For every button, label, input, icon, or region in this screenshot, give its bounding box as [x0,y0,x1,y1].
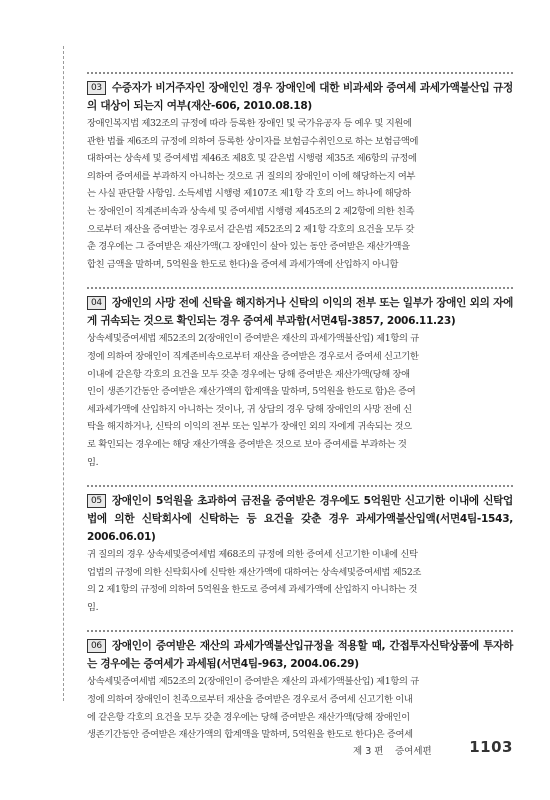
body-text-line: 의 2 제1항의 규정에 의하여 5억원을 한도로 증여세 과세가액에 산입하지 아니하는 것 [87,584,418,596]
section-body [87,673,513,743]
section-heading-text: 수증자가 비거주자인 장애인인 경우 장애인에 대한 비과세와 증여세 과세가액불산입 규정의 대상이 되는지 여부(재산-606, 2010.08.18) [87,82,513,112]
body-text-line: 는 장애인이 직계존비속과 상속세 및 증여세법 시행령 제45조의 2 제2항에 의한 친족 [87,205,415,217]
ruling-section [87,485,513,616]
body-text-line: 임. [87,456,99,468]
footer-part-label: 제 3 편 [353,746,384,757]
page-number: 1103 [469,738,513,756]
body-text-line: 대하여는 상속세 및 증여세법 제46조 제8호 및 같은법 시행령 제35조 제6항의 규정에 [87,153,417,165]
body-text-line: 합친 금액을 말하며, 5억원을 한도로 한다)을 증여세 과세가액에 산입하지 아니함 [87,258,399,270]
body-text-line: 상속세및증여세법 제52조의 2(장애인이 증여받은 재산의 과세가액불산입) 제1항의 규 [87,333,419,345]
body-text-line: 정에 의하여 장애인이 직계존비속으로부터 재산을 증여받은 경우로서 증여세 신고기한 [87,350,419,362]
footer-section-title: 증여세편 [395,746,432,757]
body-text-line: 관한 법률 제6조의 규정에 의하여 등록한 상이자를 보험금수취인으로 하는 보험금액에 [87,135,419,147]
section-heading [87,630,513,673]
body-text-line: 로 확인되는 경우에는 해당 재산가액을 증여받은 것으로 보아 증여세를 부과하는 것 [87,438,407,450]
body-text-line: 업법의 규정에 의한 신탁회사에 신탁한 재산가액에 대하여는 상속세및증여세법 제52조 [87,566,422,578]
section-heading-text: 장애인이 5억원을 초과하여 금전을 증여받은 경우에도 5억원만 신고기한 이내에 신탁업법에 의한 신탁회사에 신탁하는 등 요건을 갖춘 경우 과세가액불산입액(서면4팀-1543, 2006.06.01) [87,495,513,544]
body-text-line: 세과세가액에 산입하지 아니하는 것이나, 귀 상담의 경우 당해 장애인의 사망 전에 신 [87,403,412,415]
section-number-badge: 05 [87,494,106,508]
section-heading [87,485,513,546]
ruling-section [87,72,513,273]
body-text-line: 이내에 같은항 각호의 요건을 모두 갖춘 경우에는 당해 증여받은 재산가액(당해 장애 [87,368,410,380]
body-text-line: 으로부터 재산을 증여받는 경우로서 같은법 제52조의 2 제1항 각호의 요건을 모두 갖 [87,223,415,235]
section-body [87,115,513,273]
body-text-line: 의하여 증여세를 부과하지 아니하는 것으로 귀 질의의 장애인이 이에 해당하는지 여부 [87,170,416,182]
document-body [87,72,513,758]
body-text-line: 인이 생존기간동안 증여받은 재산가액의 합계액을 말하며, 5억원을 한도로 함)은 증여 [87,386,416,398]
body-text-line: 에 같은항 각호의 요건을 모두 갖춘 경우에는 당해 증여받은 재산가액(당해 장애인이 [87,711,410,723]
body-text-line: 는 사실 판단할 사항임. 소득세법 시행령 제107조 제1항 각 호의 어느 하나에 해당하 [87,188,411,200]
body-text-line: 생존기간동안 증여받은 재산가액의 합계액을 말하며, 5억원을 한도로 한다)은 증여세 [87,729,413,741]
body-text-line: 귀 질의의 경우 상속세및증여세법 제68조의 규정에 의한 증여세 신고기한 이내에 신탁 [87,549,418,561]
section-number-badge: 03 [87,81,106,95]
body-text-line: 장애인복지법 제32조의 규정에 따라 등록한 장애인 및 국가유공자 등 예우 및 지원에 [87,118,412,129]
body-text-line: 상속세및증여세법 제52조의 2(장애인이 증여받은 재산의 과세가액불산입) 제1항의 규 [87,676,419,688]
ruling-section [87,287,513,471]
body-text-line: 춘 경우에는 그 증여받은 재산가액(그 장애인이 살아 있는 동안 증여받은 재산가액을 [87,241,410,253]
ruling-section [87,630,513,743]
section-number-badge: 04 [87,296,106,310]
section-body [87,546,513,616]
body-text-line: 탁을 해지하거나, 신탁의 이익의 전부 또는 일부가 장애인 외의 자에게 귀속되는 것으 [87,421,412,433]
body-text-line: 임. [87,601,99,613]
section-heading [87,72,513,115]
page-footer [353,738,513,758]
section-number-badge: 06 [87,639,106,653]
body-text-line: 정에 의하여 장애인이 친족으로부터 재산을 증여받은 경우로서 증여세 신고기한 이내 [87,694,413,706]
section-heading-text: 장애인의 사망 전에 신탁을 해지하거나 신탁의 이익의 전부 또는 일부가 장애인 외의 자에게 귀속되는 것으로 확인되는 경우 증여세 부과함(서면4팀-3857, 2006.11.23) [87,297,513,328]
section-heading-text: 장애인이 증여받은 재산의 과세가액불산입규정을 적용할 때, 간접투자신탁상품에 투자하는 경우에는 증여세가 과세됨(서면4팀-963, 2004.06.29) [87,640,513,671]
margin-guide-line [63,46,64,701]
section-heading [87,287,513,330]
section-body [87,330,513,471]
